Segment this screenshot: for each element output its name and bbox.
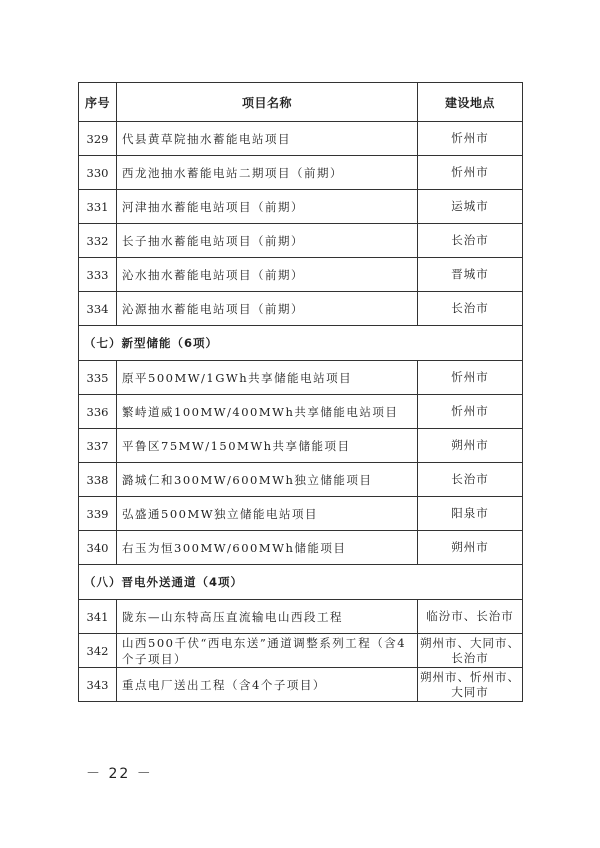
table-row bbox=[79, 122, 523, 156]
row-location: 忻州市 bbox=[418, 122, 523, 156]
table-row bbox=[79, 292, 523, 326]
table-row bbox=[79, 531, 523, 565]
row-location: 朔州市 bbox=[418, 429, 523, 463]
row-index: 334 bbox=[79, 292, 117, 326]
row-index: 330 bbox=[79, 156, 117, 190]
row-name: 河津抽水蓄能电站项目（前期） bbox=[117, 190, 418, 224]
row-name: 沁水抽水蓄能电站项目（前期） bbox=[117, 258, 418, 292]
row-name: 平鲁区75MW/150MWh共享储能项目 bbox=[117, 429, 418, 463]
header-name: 项目名称 bbox=[117, 83, 418, 122]
page-number: － 22 － bbox=[86, 766, 153, 782]
row-location: 长治市 bbox=[418, 292, 523, 326]
row-index: 329 bbox=[79, 122, 117, 156]
row-location: 忻州市 bbox=[418, 395, 523, 429]
table-row bbox=[79, 497, 523, 531]
header-location: 建设地点 bbox=[418, 83, 523, 122]
row-name: 右玉为恒300MW/600MWh储能项目 bbox=[117, 531, 418, 565]
table-row bbox=[79, 600, 523, 634]
table-row bbox=[79, 156, 523, 190]
row-index: 331 bbox=[79, 190, 117, 224]
row-location: 晋城市 bbox=[418, 258, 523, 292]
row-name: 山西500千伏“西电东送”通道调整系列工程（含4个子项目） bbox=[117, 634, 418, 668]
row-location: 忻州市 bbox=[418, 361, 523, 395]
section-row bbox=[79, 326, 523, 361]
row-index: 341 bbox=[79, 600, 117, 634]
row-index: 337 bbox=[79, 429, 117, 463]
row-location: 长治市 bbox=[418, 224, 523, 258]
row-name: 陇东—山东特高压直流输电山西段工程 bbox=[117, 600, 418, 634]
row-index: 335 bbox=[79, 361, 117, 395]
table-header-row bbox=[79, 83, 523, 122]
table-row bbox=[79, 429, 523, 463]
row-index: 336 bbox=[79, 395, 117, 429]
table-row bbox=[79, 668, 523, 702]
row-name: 繁峙道威100MW/400MWh共享储能电站项目 bbox=[117, 395, 418, 429]
section-row bbox=[79, 565, 523, 600]
row-index: 339 bbox=[79, 497, 117, 531]
project-table bbox=[78, 82, 523, 702]
row-index: 338 bbox=[79, 463, 117, 497]
table-row bbox=[79, 190, 523, 224]
row-index: 343 bbox=[79, 668, 117, 702]
row-name: 弘盛通500MW独立储能电站项目 bbox=[117, 497, 418, 531]
row-location: 临汾市、长治市 bbox=[418, 600, 523, 634]
row-name: 重点电厂送出工程（含4个子项目） bbox=[117, 668, 418, 702]
row-location: 朔州市、大同市、长治市 bbox=[418, 634, 523, 668]
row-name: 潞城仁和300MW/600MWh独立储能项目 bbox=[117, 463, 418, 497]
row-location: 朔州市 bbox=[418, 531, 523, 565]
header-index: 序号 bbox=[79, 83, 117, 122]
section-title-power-export: （八）晋电外送通道（4项） bbox=[79, 565, 523, 600]
table-row bbox=[79, 224, 523, 258]
row-location: 运城市 bbox=[418, 190, 523, 224]
table-row bbox=[79, 395, 523, 429]
row-name: 西龙池抽水蓄能电站二期项目（前期） bbox=[117, 156, 418, 190]
table-row bbox=[79, 361, 523, 395]
row-location: 长治市 bbox=[418, 463, 523, 497]
row-name: 沁源抽水蓄能电站项目（前期） bbox=[117, 292, 418, 326]
row-name: 代县黄草院抽水蓄能电站项目 bbox=[117, 122, 418, 156]
table-row bbox=[79, 634, 523, 668]
row-index: 332 bbox=[79, 224, 117, 258]
table-row bbox=[79, 258, 523, 292]
table-row bbox=[79, 463, 523, 497]
row-location: 朔州市、忻州市、大同市 bbox=[418, 668, 523, 702]
row-location: 忻州市 bbox=[418, 156, 523, 190]
section-title-new-storage: （七）新型储能（6项） bbox=[79, 326, 523, 361]
row-name: 原平500MW/1GWh共享储能电站项目 bbox=[117, 361, 418, 395]
row-location: 阳泉市 bbox=[418, 497, 523, 531]
row-index: 340 bbox=[79, 531, 117, 565]
row-index: 333 bbox=[79, 258, 117, 292]
row-name: 长子抽水蓄能电站项目（前期） bbox=[117, 224, 418, 258]
row-index: 342 bbox=[79, 634, 117, 668]
